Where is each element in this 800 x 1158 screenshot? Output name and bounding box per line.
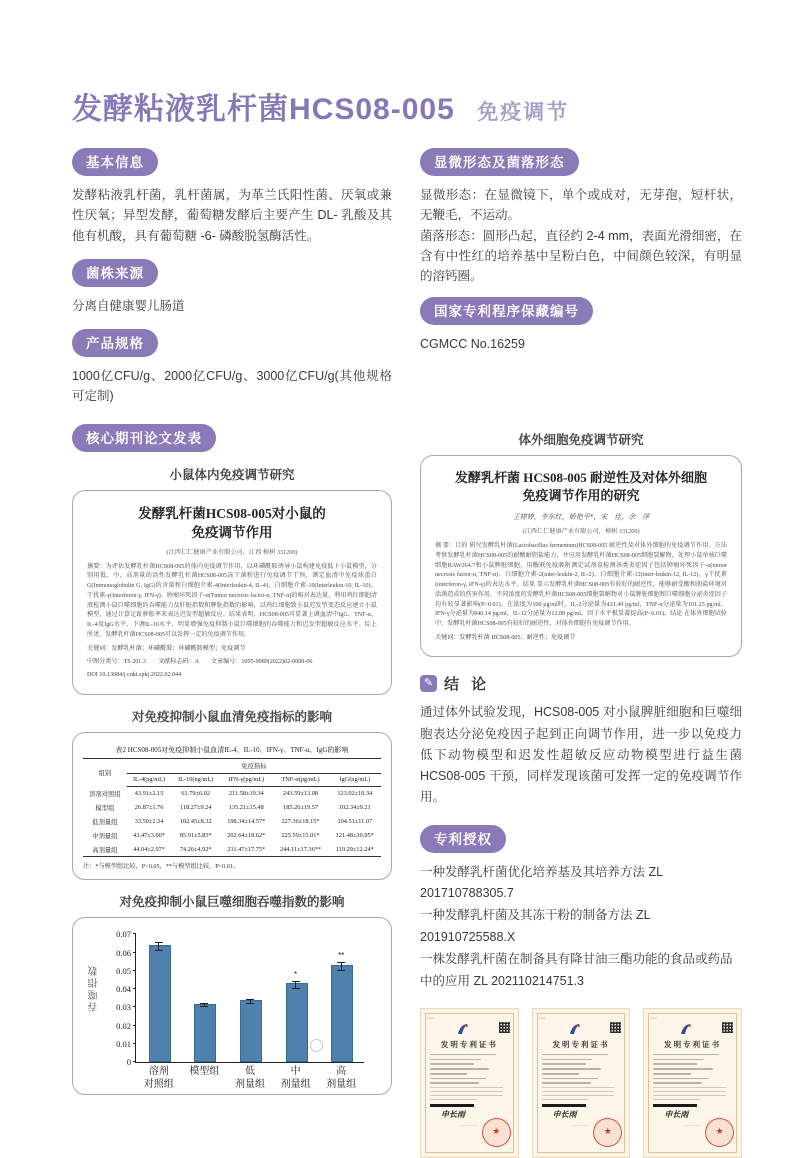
patent-certificate	[643, 1008, 742, 1158]
cell-study-paper-card	[420, 455, 742, 658]
certificate-text-line	[653, 1082, 702, 1084]
patent-item: 一种发酵乳杆菌优化培养基及其培养方法 ZL 201710788305.7	[420, 864, 663, 901]
certificate-topline: ▪▪▪▪▪▪	[650, 1015, 657, 1020]
certificate-title: 发明专利证书	[440, 1039, 498, 1049]
certificate-text-line	[542, 1073, 579, 1075]
certificate-paragraph-line	[430, 1087, 503, 1088]
mouse-study-paper-card	[72, 490, 392, 695]
product-spec-text: 1000亿CFU/g、2000亿CFU/g、3000亿CFU/g(其他规格可定制)	[72, 369, 392, 404]
qr-code-icon	[610, 1022, 621, 1033]
error-bar-cap	[337, 970, 345, 971]
certificate-text-line	[430, 1063, 474, 1065]
error-bar-cap	[292, 981, 300, 982]
patent-item: 一种发酵乳杆菌及其冻干粉的制备方法 ZL 201910725588.X	[420, 908, 651, 945]
phagocytosis-bar-chart	[116, 929, 364, 1090]
error-bar-cap	[246, 1003, 254, 1004]
watermark-circle	[310, 1039, 323, 1052]
y-tick-label: 0.07	[116, 929, 131, 940]
certificate-text-line	[542, 1078, 598, 1080]
certificate-paragraph-line	[653, 1087, 726, 1088]
certificate-text-line	[542, 1054, 608, 1056]
chart-bar	[331, 965, 353, 1062]
error-bar-cap	[246, 999, 254, 1000]
error-bar-cap	[200, 1006, 208, 1007]
certificate-paragraph-line	[542, 1095, 615, 1096]
chart-bar	[240, 1000, 262, 1062]
qr-code-icon	[722, 1022, 733, 1033]
y-tick-mark	[133, 1061, 136, 1062]
serum-table-note: 注：*与模型组比较，P<0.05，**与模型组比较，P<0.01。	[83, 863, 240, 871]
y-tick-label: 0.02	[116, 1020, 131, 1031]
cell-study-heading: 体外细胞免疫调节研究	[518, 432, 644, 447]
certificate-paragraph-line	[430, 1091, 503, 1092]
certificate-barcode	[653, 1104, 697, 1108]
certificate-text-line	[430, 1073, 467, 1075]
certificate-title: 发明专利证书	[664, 1039, 722, 1049]
table-row: 低剂量组 33.50±2.34 102.45±8.32 198.34±14.57* 227.36±18.15* 104.51±11.07	[92, 817, 373, 826]
y-tick-label: 0.01	[116, 1038, 131, 1049]
certificate-barcode	[542, 1104, 586, 1108]
certificate-text-line	[542, 1063, 586, 1065]
red-official-seal: ★	[593, 1118, 622, 1147]
certificate-text-line	[430, 1059, 481, 1061]
commissioner-signature: 申长雨	[441, 1109, 465, 1120]
chart-bar	[286, 983, 308, 1062]
table-col-header: IL-4(pg/mL)	[127, 773, 172, 786]
y-tick-mark	[133, 970, 136, 971]
certificate-topline: ▪▪▪▪▪▪	[427, 1015, 434, 1020]
x-tick-label: 高 剂量组	[326, 1066, 357, 1090]
y-tick-label: 0.06	[116, 947, 131, 958]
left-column	[72, 148, 392, 1107]
certificate-text-line	[542, 1082, 591, 1084]
certificate-footline: ────────	[460, 1123, 478, 1128]
y-tick-mark	[133, 1025, 136, 1026]
y-tick-label: 0	[126, 1057, 131, 1068]
table-row: 中剂量组 43.47±3.00* 85.91±5.83* 202.64±18.62* 225.59±15.01* 121.48±10.95*	[92, 831, 374, 840]
certificate-topline: ▪▪▪▪▪▪	[538, 1015, 546, 1020]
table-row: 模型组 26.87±1.76 118.27±9.24 135.21±15.48 185.26±19.57 102.34±9.21	[95, 803, 371, 812]
badge-patent-number: 国家专利程序保藏编号	[420, 297, 593, 325]
certificate-text-line	[430, 1078, 486, 1080]
morphology-text: 显微形态：在显微镜下，单个或成对，无芽孢，短杆状，无鞭毛，不运动。 菌落形态：圆形凸起，直径约 2-4 mm，表面光滑细密，在含有中性红的培养基中呈粉白色，中间颜色较深，有明显的溶钙圈。	[420, 188, 742, 283]
certificate-text-line	[653, 1063, 697, 1065]
badge-morphology: 显微形态及菌落形态	[420, 148, 579, 176]
certificate-paragraph-line	[653, 1091, 726, 1092]
certificate-paragraph-line	[542, 1091, 615, 1092]
phagocytosis-chart-card	[72, 917, 392, 1095]
certificate-paragraph-line	[653, 1099, 700, 1100]
cnipa-logo-icon	[678, 1022, 694, 1037]
chart-bar	[149, 945, 171, 1062]
paper2-abstract: 摘 要：目的 研究发酵乳杆菌(Lactobacillus fermentum)HCS08-005 耐逆性及对体外细胞的免疫调节作用。方法 考察发酵乳杆菌HCS08-005的耐酸耐胆盐能力，并应用发酵乳杆菌HCS08-005细胞裂解物，处理小鼠单核巨噬细胞RAW264.7和小鼠脾脏细胞，用酶联免疫吸附测定试剂盒检测各类炎症因子包括肿瘤坏死因子-α(tumor necrosis factor-α, TNF-α)、白细胞介素-2(inter-leukin-2, IL-2)、白细胞介素-12(inter-leukin-12, IL-12)、γ干扰素(interferon-γ, IFN-γ)的表达水平。结果 显示发酵乳杆菌HCS08-005有较好的耐逆性，能够耐受酸和胆盐环境对活菌造成的伤害作用，不同浓度的发酵乳杆菌HCS08-005细胞裂解物对小鼠脾脏细胞和巨噬细胞分泌炎症因子均有较显著影响(P<0.01)，在浓度为100 μg/ml时，IL-2分泌量为421.49 pg/ml，TNF-α分泌量为161.25 pg/ml，IFN-γ分泌量为846.14 pg/ml，IL-12分泌量为12.88 pg/ml，因子水平极显著提高(P<0.01)。结论 在体外细胞试验中，发酵乳杆菌HCS08-005有较好的耐逆性，对体外细胞有免疫调节作用。	[435, 543, 727, 628]
commissioner-signature: 申长雨	[552, 1109, 577, 1120]
right-column	[420, 148, 742, 1158]
certificate-paragraph-line	[430, 1099, 477, 1100]
mouse-study-heading: 小鼠体内免疫调节研究	[169, 467, 295, 482]
chart-y-axis-label: 吞噬指数	[89, 964, 100, 1013]
table-span-header: 免疫指标	[127, 758, 381, 773]
qr-code-icon	[499, 1022, 510, 1033]
table-group-header: 组别	[83, 758, 127, 786]
table-row: 高剂量组 44.04±2.97* 74.26±4.92* 211.47±17.75* 244.11±17.36** 119.29±12.24*	[83, 842, 381, 857]
conclusion-text: 通过体外试验发现，HCS08-005 对小鼠脾脏细胞和巨噬细胞表达分泌免疫因子起到正向调节作用，进一步以免疫力低下动物模型和迟发性超敏反应动物模型进行益生菌 HCS08-005 干预，同样发现该菌可发挥一定的免疫调节作用。	[420, 705, 742, 805]
error-bar-cap	[337, 962, 345, 963]
conclusion-title: 结 论	[444, 676, 491, 694]
y-tick-mark	[133, 1006, 136, 1007]
paper1-title: 发酵乳杆菌HCS08-005对小鼠的 免疫调节作用	[138, 505, 326, 541]
paper2-affiliation: (江西仁仁健康产业有限公司，樟树 331200)	[522, 528, 640, 536]
y-tick-label: 0.04	[116, 984, 131, 995]
certificate-footline: ────────	[684, 1123, 702, 1128]
serum-table-title: 表2 HCS08-005对免疫抑制小鼠血清IL-4、IL-10、IFN-γ、TNF-α、IgG的影响	[115, 745, 349, 754]
cnipa-logo-icon	[567, 1022, 583, 1037]
serum-table-card	[72, 732, 392, 881]
conclusion-header	[420, 673, 742, 694]
paper2-authors: 王婷婷，李东红，矫艳平*，宋 佳，余 萍	[512, 513, 650, 522]
certificate-paragraph-line	[430, 1095, 503, 1096]
x-tick-label: 模型组	[189, 1066, 220, 1078]
table-col-header: IL-10(ng/mL)	[171, 773, 220, 786]
certificate-text-line	[653, 1073, 690, 1075]
badge-strain-source: 菌株来源	[72, 259, 158, 287]
badge-patent-grants: 专利授权	[420, 825, 506, 853]
certificate-text-line	[430, 1068, 489, 1070]
certificate-text-line	[430, 1082, 479, 1084]
strain-source-text: 分离自健康婴儿肠道	[72, 298, 185, 313]
error-bar-cap	[155, 950, 163, 951]
cnipa-logo-icon	[455, 1022, 471, 1037]
table-col-header: IFN-γ(pg/mL)	[220, 773, 272, 786]
serum-table-heading: 对免疫抑制小鼠血清免疫指标的影响	[131, 709, 332, 724]
certificate-text-line	[542, 1059, 593, 1061]
y-tick-mark	[133, 952, 136, 953]
error-bar-cap	[200, 1003, 208, 1004]
serum-table	[83, 758, 381, 858]
paper1-doi: DOI 10.13684/j.cnki.spkj.2022.02.044	[87, 672, 182, 679]
paper1-abstract: 摘要：为评估发酵乳杆菌HCS08-005的体内免疫调节作用，以环磷酰胺诱导小鼠构建免疫低下小鼠模型，分别用低、中、高剂量的活性发酵乳杆菌HCS08-005冻干菌粉进行免疫调节干预，测定血清中免疫球蛋白G(Immunoglobulin G, IgG)的含量和白细胞介素-4(Interleukin-4, IL-4)、白细胞介素-10(Interleukin-10, IL-10)、干扰素-γ(Interferon-γ, IFN-γ)、肿瘤坏死因子-α(Tumor necrosis factor-α, TNF-α)的相对表达量，利用鸡红细胞清液检测小鼠巨噬细胞的吞噬能力及肝脏指数和脾脏指数的影响，以鸡红细胞致小鼠迟发型变态反应建立小鼠模型，通过计算足趾肿胀率来表达迟发型超敏反应。结果表明，HCS08-005可显著上调血清中IgG、TNF-α、IL-4及IgG水平，下调IL-10水平，明显增强免疫抑制小鼠巨噬细胞的吞噬能力和迟发型超敏反应水平。综上所述，发酵乳杆菌HCS08-005可以发挥一定的免疫调节作用。	[87, 563, 377, 638]
table-col-header: TNF-α(pg/mL)	[272, 773, 328, 786]
patent-number-text: CGMCC No.16259	[420, 337, 525, 352]
badge-basic-info: 基本信息	[72, 148, 158, 176]
red-official-seal: ★	[705, 1118, 734, 1147]
x-tick-label: 低 剂量组	[235, 1066, 265, 1090]
significance-marker: **	[338, 951, 345, 961]
page-title: 发酵粘液乳杆菌HCS08-005	[72, 93, 455, 126]
certificate-text-line	[653, 1059, 704, 1061]
basic-info-text: 发酵粘液乳杆菌，乳杆菌属，为革兰氏阳性菌、厌氧或兼性厌氧；异型发酵，葡萄糖发酵后主要产生 DL- 乳酸及其他有机酸，具有葡萄糖 -6- 磷酸脱氢酶活性。	[72, 188, 392, 243]
red-official-seal: ★	[482, 1118, 511, 1147]
patent-certificate	[532, 1008, 631, 1158]
paper1-affiliation: (江西仁仁健康产业有限公司，江西 樟树 331200)	[166, 548, 298, 556]
certificate-text-line	[653, 1078, 709, 1080]
certificate-text-line	[653, 1068, 712, 1070]
paper1-keywords: 关键词：发酵乳杆菌；环磷酰胺；环磷酰胺模型；免疫调节	[87, 645, 246, 652]
error-bar-cap	[292, 988, 300, 989]
patent-certificate	[420, 1008, 519, 1158]
x-tick-label: 溶剂 对照组	[143, 1066, 174, 1090]
page-subtitle: 免疫调节	[477, 101, 570, 124]
certificate-title: 发明专利证书	[552, 1039, 610, 1049]
patent-certificates-row	[420, 1008, 742, 1158]
paper1-classification: 中图分类号：TS 201.3 文献标志码：A 文章编号：1005-9989(2022)02-0000-06	[87, 658, 313, 665]
y-tick-label: 0.05	[116, 965, 131, 976]
table-row: 溶剂对照组 43.91±2.15 61.79±6.02 211.58±19.34 243.59±13.08 123.02±10.34	[89, 789, 373, 798]
badge-product-spec: 产品规格	[72, 329, 158, 357]
y-tick-mark	[133, 933, 136, 934]
chart-bar	[194, 1004, 216, 1063]
certificate-footline: ────────	[572, 1123, 590, 1128]
certificate-paragraph-line	[542, 1099, 589, 1100]
error-bar-cap	[155, 942, 163, 943]
significance-marker: *	[294, 969, 298, 979]
certificate-barcode	[430, 1104, 474, 1108]
patent-item: 一株发酵乳杆菌在制备具有降甘油三酯功能的食品或药品中的应用 ZL 202110214751.3	[420, 952, 733, 988]
table-col-header: IgG(ng/mL)	[329, 773, 381, 786]
x-tick-label: 中 剂量组	[280, 1066, 311, 1090]
certificate-text-line	[653, 1054, 719, 1056]
certificate-paragraph-line	[653, 1095, 726, 1096]
badge-journal-publications: 核心期刊论文发表	[72, 424, 216, 452]
paper2-keywords: 关键词：发酵乳杆菌 HCS08-005；耐逆性；免疫调节	[435, 634, 576, 641]
certificate-text-line	[430, 1054, 496, 1056]
certificate-text-line	[542, 1068, 601, 1070]
note-pen-icon: ✎	[420, 675, 437, 692]
y-tick-mark	[133, 1043, 136, 1044]
title-block	[72, 84, 569, 128]
y-tick-mark	[133, 988, 136, 989]
patent-list	[420, 862, 742, 993]
chart-heading: 对免疫抑制小鼠巨噬细胞吞噬指数的影响	[119, 895, 345, 910]
certificate-paragraph-line	[542, 1087, 615, 1088]
paper2-title: 发酵乳杆菌 HCS08-005 耐逆性及对体外细胞 免疫调节作用的研究	[454, 469, 708, 504]
commissioner-signature: 申长雨	[664, 1109, 689, 1120]
spacer	[420, 368, 742, 426]
y-tick-label: 0.03	[116, 1002, 131, 1013]
